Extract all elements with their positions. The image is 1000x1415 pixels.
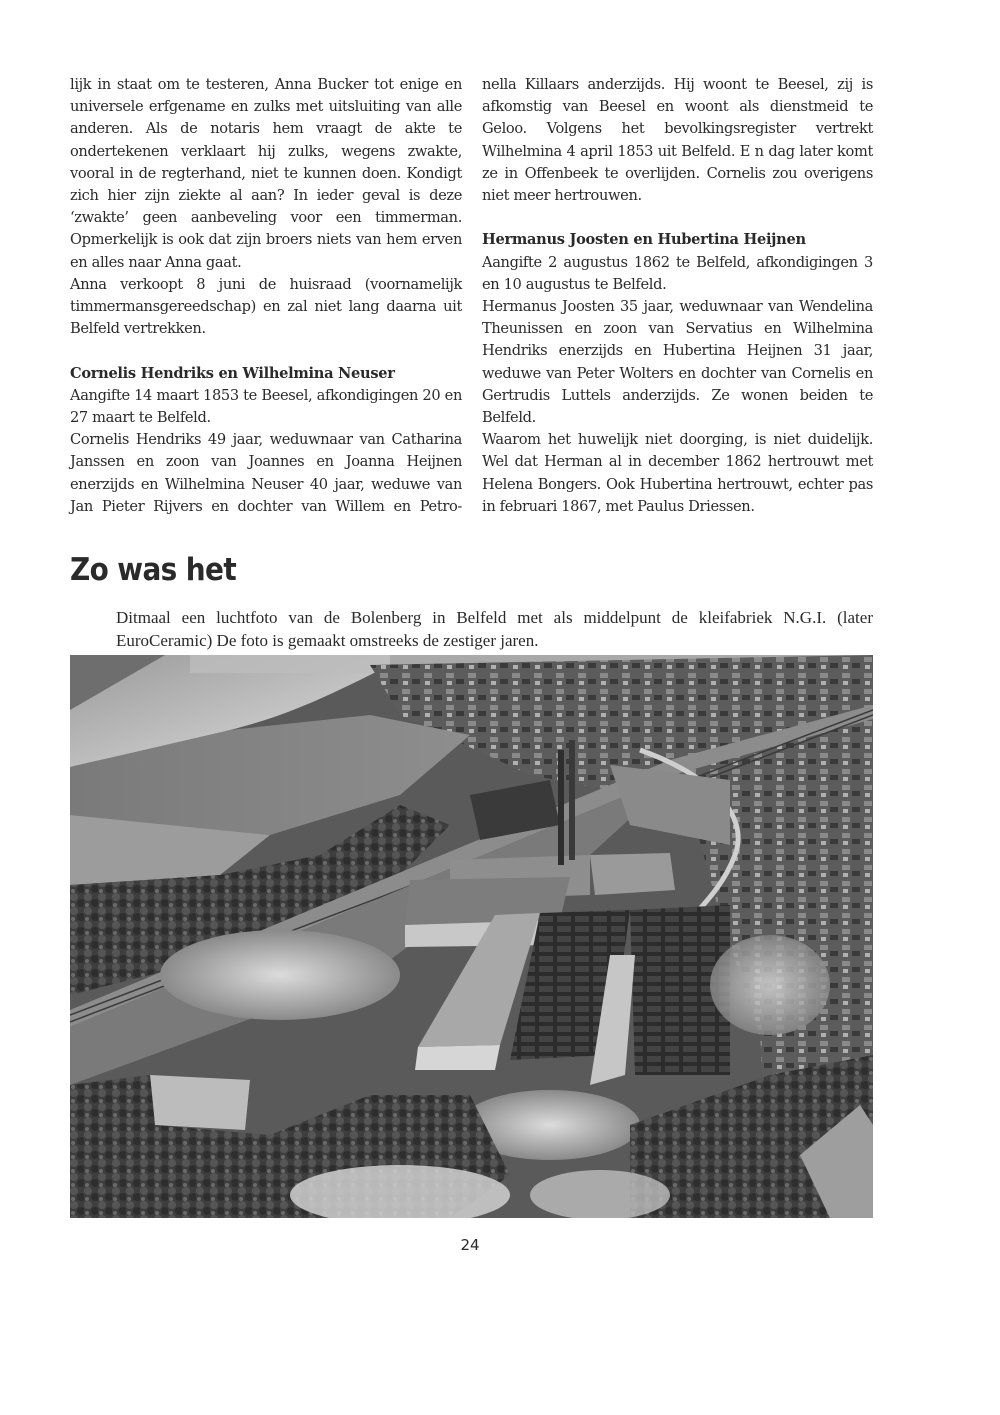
subheading-cornelis-wilhelmina: Cornelis Hendriks en Wilhelmina Neuser (70, 364, 395, 382)
section-title: Zo was het (70, 552, 237, 588)
right-column (482, 74, 873, 518)
spacer (482, 207, 873, 229)
left-column (70, 74, 462, 518)
body-paragraph: Anna verkoopt 8 juni de huisraad (voornamelijk timmermansgereedschap) en zal niet lang daarna uit Belfeld vertrekken. (70, 275, 462, 338)
aerial-photo (70, 655, 873, 1218)
body-paragraph: Cornelis Hendriks 49 jaar, weduwnaar van Catharina Janssen en zoon van Joannes en Joanna Heijnen enerzijds en Wilhelmina Neuser 40 jaar, weduwe van Jan Pieter Rijvers en dochter van Willem en Petro- (70, 431, 462, 515)
subheading-hermanus-hubertina: Hermanus Joosten en Hubertina Heijnen (482, 231, 806, 249)
aangifte-line: Aangifte 14 maart 1853 te Beesel, afkondigingen 20 en 27 maart te Belfeld. (70, 386, 462, 427)
aangifte-line: Aangifte 2 augustus 1862 te Belfeld, afkondigingen 3 en 10 augustus te Belfeld. (482, 253, 873, 293)
photo-caption: Ditmaal een luchtfoto van de Bolenberg in Belfeld met als middelpunt de kleifabriek N.G.I. (later EuroCeramic) De foto is gemaakt omstreeks de zestiger jaren. (116, 608, 873, 650)
body-paragraph: nella Killaars anderzijds. Hij woont te Beesel, zij is afkomstig van Beesel en woont als dienstmeid te Geloo. Volgens het bevolkingsregister vertrekt Wilhelmina 4 april 1853 uit Belfeld. E n dag later komt ze in Offenbeek te overlijden. Cornelis zou overigens niet meer hertrouwen. (482, 76, 873, 205)
body-paragraph: lijk in staat om te testeren, Anna Bucker tot enige en universele erfgename en zulks met uitsluiting van alle anderen. Als de notaris hem vraagt de akte te ondertekenen verklaart hij zulks, wegens zwakte, vooral in de regterhand, niet te kunnen doen. Kondigt zich hier zijn ziekte al aan? In ieder geval is deze ‘zwakte’ geen aanbeveling voor een timmerman. Opmerkelijk is ook dat zijn broers niets van hem erven en alles naar Anna gaat. (70, 76, 462, 271)
body-paragraph: Hermanus Joosten 35 jaar, weduwnaar van Wendelina Theunissen en zoon van Servatius en Wilhelmina Hendriks enerzijds en Hubertina Heijnen 31 jaar, weduwe van Peter Wolters en dochter van Cornelis en Gertrudis Luttels anderzijds. Ze wonen beiden te Belfeld. (482, 298, 873, 427)
body-paragraph: Waarom het huwelijk niet doorging, is niet duidelijk. Wel dat Herman al in december 1862 hertrouwt met Helena Bongers. Ook Hubertina hertrouwt, echter pas in februari 1867, met Paulus Driessen. (482, 431, 873, 515)
spacer (70, 340, 462, 362)
aerial-photo-image (70, 655, 873, 1218)
page-number: 24 (460, 1236, 480, 1254)
